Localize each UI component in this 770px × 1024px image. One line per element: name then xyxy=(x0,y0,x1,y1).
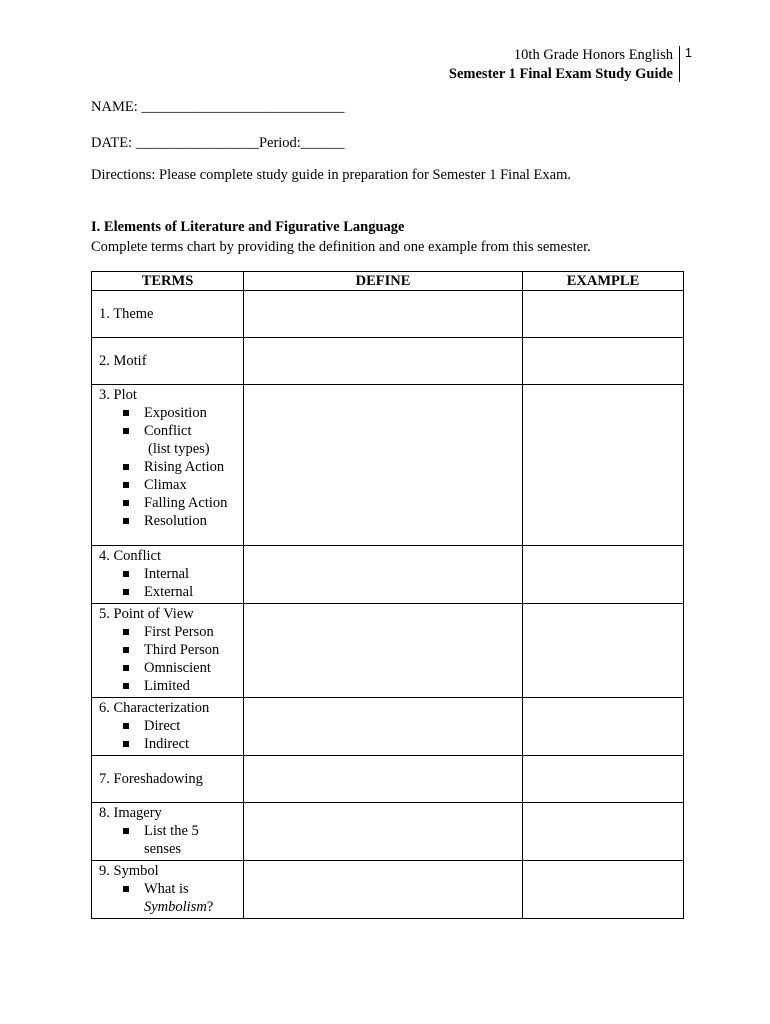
course-name: 10th Grade Honors English xyxy=(513,47,673,63)
bullet-list xyxy=(99,717,243,753)
example-cell[interactable] xyxy=(523,338,684,385)
list-item: Internal xyxy=(99,565,243,583)
define-cell[interactable] xyxy=(244,803,523,861)
term-label: 5. Point of View xyxy=(99,606,194,622)
list-item: Resolution xyxy=(99,512,243,530)
example-cell[interactable] xyxy=(523,803,684,861)
term-conflict xyxy=(92,546,244,604)
column-header-define: DEFINE xyxy=(244,272,523,291)
page-number: 1 xyxy=(685,46,692,60)
list-item: Omniscient xyxy=(99,659,243,677)
list-item: Rising Action xyxy=(99,458,243,476)
term-plot xyxy=(92,385,244,546)
term-label: 6. Characterization xyxy=(99,700,210,716)
term-symbol xyxy=(92,861,244,919)
directions-text: Directions: Please complete study guide in preparation for Semester 1 Final Exam. xyxy=(91,167,571,183)
list-item: Climax xyxy=(99,476,243,494)
table-row xyxy=(92,291,684,338)
example-cell[interactable] xyxy=(523,698,684,756)
header-divider xyxy=(679,46,680,82)
table-row xyxy=(92,338,684,385)
name-field-line: NAME: ____________________________ xyxy=(91,99,345,115)
term-foreshadowing: 7. Foreshadowing xyxy=(92,756,244,803)
example-cell[interactable] xyxy=(523,385,684,546)
bullet-list xyxy=(99,822,243,840)
list-item: Direct xyxy=(99,717,243,735)
define-cell[interactable] xyxy=(244,861,523,919)
example-cell[interactable] xyxy=(523,291,684,338)
list-item-continuation xyxy=(99,898,243,916)
list-item: External xyxy=(99,583,243,601)
example-cell[interactable] xyxy=(523,546,684,604)
table-row xyxy=(92,756,684,803)
list-item: Falling Action xyxy=(99,494,243,512)
table-row xyxy=(92,385,684,546)
term-theme: 1. Theme xyxy=(92,291,244,338)
list-item: List the 5 xyxy=(99,822,243,840)
term-label: 4. Conflict xyxy=(99,548,162,564)
bullet-list xyxy=(99,623,243,695)
document-title: Semester 1 Final Exam Study Guide xyxy=(448,66,673,82)
section-heading: I. Elements of Literature and Figurative Language xyxy=(91,219,405,235)
list-item: Conflict xyxy=(99,422,243,440)
table-row xyxy=(92,698,684,756)
list-item: First Person xyxy=(99,623,243,641)
define-cell[interactable] xyxy=(244,291,523,338)
list-item: What is xyxy=(99,880,243,898)
italic-term: Symbolism xyxy=(144,899,207,915)
list-item: Third Person xyxy=(99,641,243,659)
bullet-list xyxy=(99,458,243,530)
section-instructions: Complete terms chart by providing the definition and one example from this semester. xyxy=(91,239,591,255)
page-header xyxy=(449,46,673,84)
table-row xyxy=(92,604,684,698)
define-cell[interactable] xyxy=(244,698,523,756)
list-item-continuation: senses xyxy=(144,841,182,857)
column-header-terms: TERMS xyxy=(92,272,244,291)
list-item: Exposition xyxy=(99,404,243,422)
define-cell[interactable] xyxy=(244,604,523,698)
term-label: 9. Symbol xyxy=(99,863,159,879)
list-item-note: (list types) xyxy=(148,441,210,457)
bullet-list xyxy=(99,565,243,601)
bullet-list xyxy=(99,404,243,440)
header-row xyxy=(92,272,684,291)
terms-chart xyxy=(91,271,684,919)
term-point-of-view xyxy=(92,604,244,698)
table-row xyxy=(92,546,684,604)
term-imagery xyxy=(92,803,244,861)
example-cell[interactable] xyxy=(523,756,684,803)
example-cell[interactable] xyxy=(523,861,684,919)
bullet-list xyxy=(99,880,243,898)
define-cell[interactable] xyxy=(244,546,523,604)
question-mark: ? xyxy=(206,899,214,915)
table-row xyxy=(92,803,684,861)
term-label: 8. Imagery xyxy=(99,805,162,821)
term-characterization xyxy=(92,698,244,756)
define-cell[interactable] xyxy=(244,756,523,803)
define-cell[interactable] xyxy=(244,385,523,546)
define-cell[interactable] xyxy=(244,338,523,385)
term-label: 3. Plot xyxy=(99,387,137,403)
example-cell[interactable] xyxy=(523,604,684,698)
list-item: Limited xyxy=(99,677,243,695)
date-period-field-line: DATE: _________________Period:______ xyxy=(91,135,345,151)
list-item: Indirect xyxy=(99,735,243,753)
term-motif: 2. Motif xyxy=(92,338,244,385)
table-row xyxy=(92,861,684,919)
column-header-example: EXAMPLE xyxy=(523,272,684,291)
